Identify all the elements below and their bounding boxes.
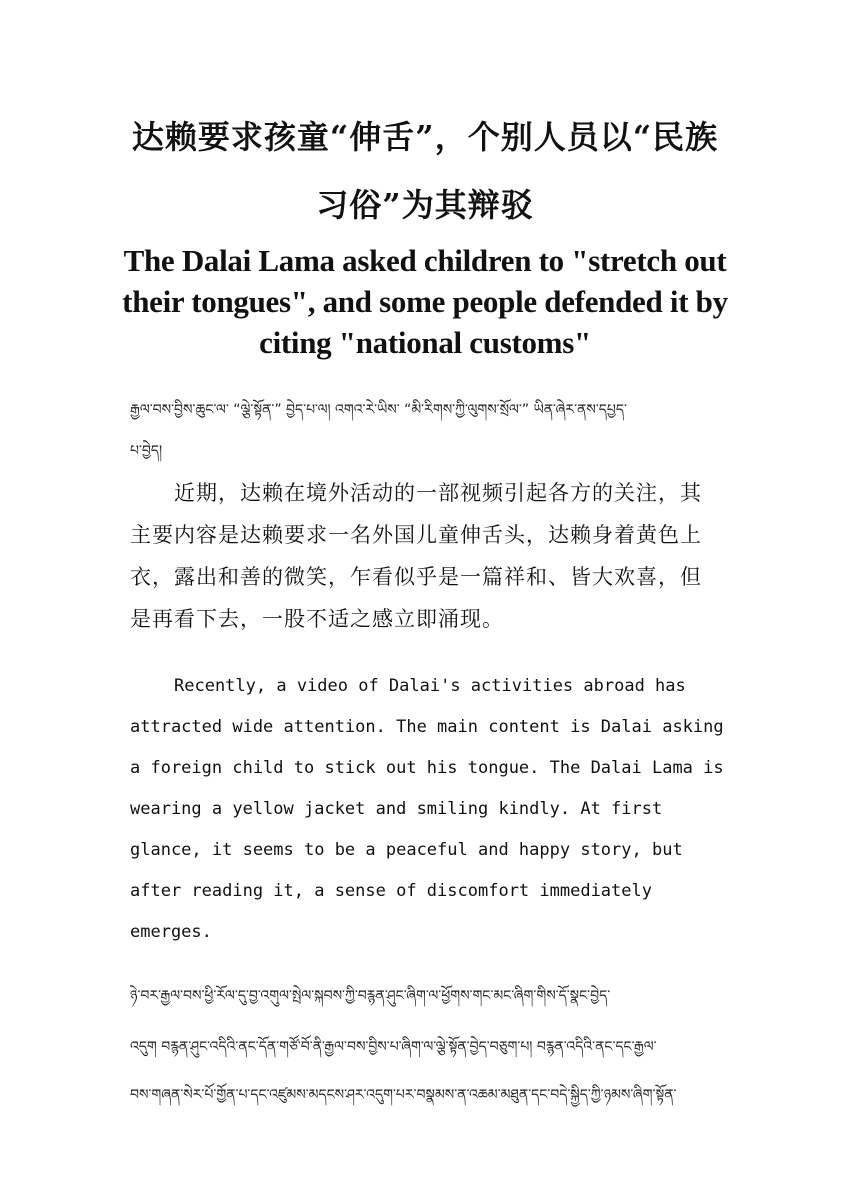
tibetan-paragraph-line-3: བས་གཞན་སེར་པོ་གྱོན་པ་དང་འཛུམས་མདངས་ཤར་འདུག་པར་བསྣམས་ན་འཆམ་མཐུན་དང་བདེ་སྐྱིད་ཀྱི་ཉམས་ཞིག་སྟོན་: [130, 1087, 677, 1103]
tibetan-paragraph-line-1: ཉེ་བར་རྒྱལ་བས་ཕྱི་རོལ་དུ་བྱ་འགུལ་སྤེལ་སྐབས་ཀྱི་བརྙན་ཤུང་ཞིག་ལ་ཕྱོགས་གང་མང་ཞིག་གིས་དོ་སྣང་བྱེད་: [130, 988, 611, 1004]
chinese-paragraph: 近期，达赖在境外活动的一部视频引起各方的关注，其主要内容是达赖要求一名外国儿童伸舌头，达赖身着黄色上衣，露出和善的微笑，乍看似乎是一篇祥和、皆大欢喜，但是再看下去，一股不适之感立即涌现。: [130, 481, 702, 631]
chinese-title-line-1: 达赖要求孩童“伸舌”，个别人员以“民族: [131, 118, 719, 156]
english-paragraph: Recently, a video of Dalai's activities abroad has attracted wide attention. The main content is Dalai asking a foreign child to stick out his tongue. The Dalai Lama is wearing a yellow jacket and smiling kindly. At first glance, it seems to be a peaceful and happy story, but after reading it, a sense of discomfort immediately emerges.: [130, 676, 724, 942]
chinese-title-line-2: 习俗”为其辩驳: [316, 186, 534, 224]
tibetan-heading-line-2: པ་བྱེད།: [130, 443, 163, 459]
tibetan-heading-line-1: རྒྱལ་བས་བྱིས་ཆུང་ལ་ “ལྕེ་སྟོན་” བྱེད་པ་ལ། འགའ་རེ་ཡིས་ “མི་རིགས་ཀྱི་ལུགས་སྲོལ་” ཡིན་ཞེར་ནས་དཔྱད་: [130, 402, 627, 418]
english-title: The Dalai Lama asked children to "stretch out their tongues", and some people defended it by citing "national customs": [122, 243, 728, 360]
tibetan-paragraph-line-2: འདུག བརྙན་ཤུང་འདིའི་ནང་དོན་གཙོ་བོ་ནི་རྒྱལ་བས་བྱིས་པ་ཞིག་ལ་ལྕེ་སྟོན་བྱེད་བཅུག་པ། བརྙན་འདིའི་ནང་དང་རྒྱལ་: [130, 1039, 657, 1055]
